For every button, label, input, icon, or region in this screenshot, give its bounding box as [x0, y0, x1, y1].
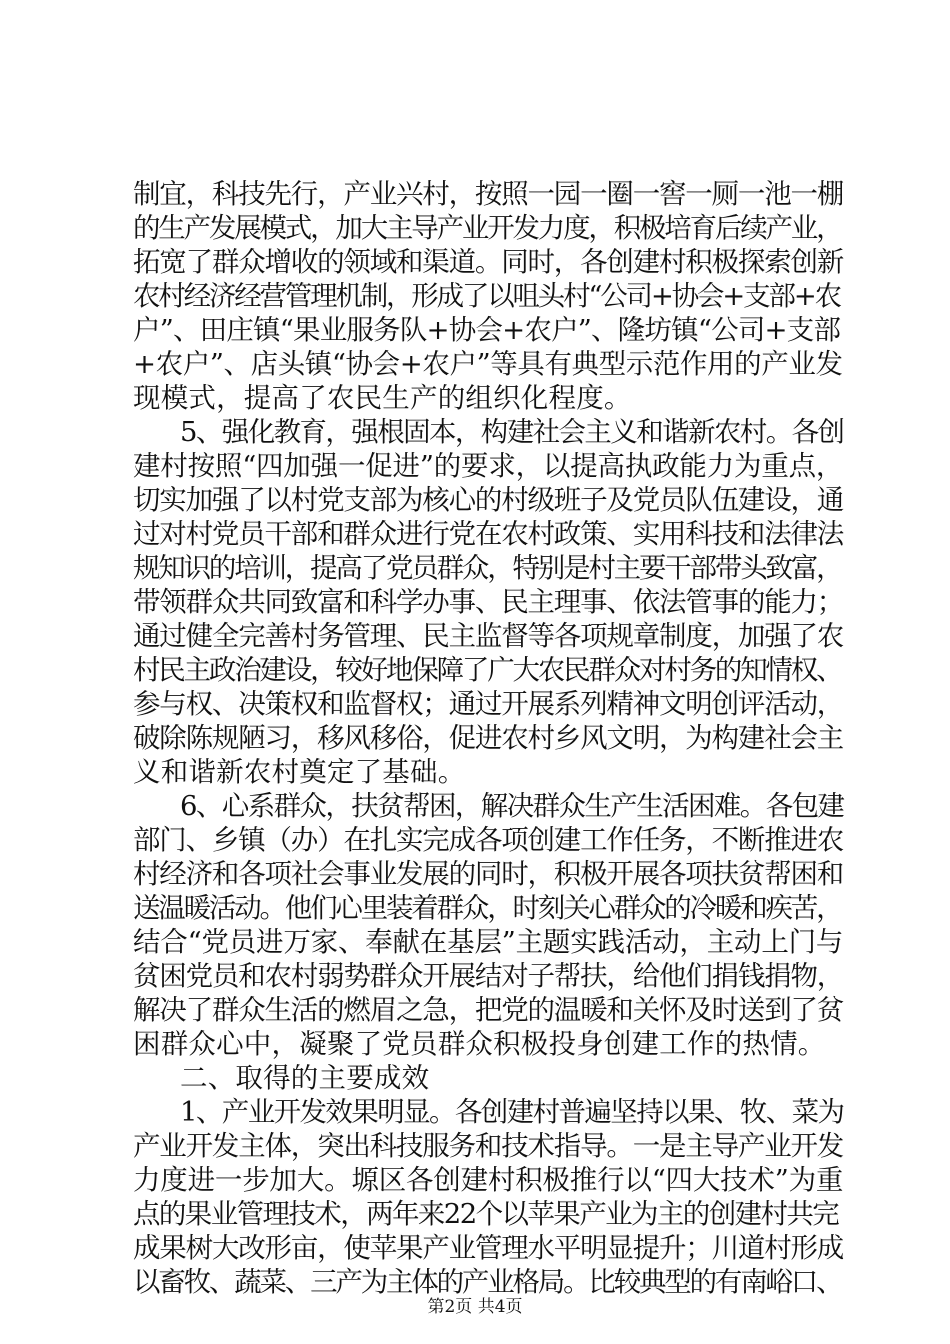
- body-text-line: 成果树大改形亩，使苹果产业管理水平明显提升；川道村形成: [133, 1232, 844, 1264]
- body-text-line: 村经济和各项社会事业发展的同时，积极开展各项扶贫帮困和: [133, 858, 844, 890]
- body-text-line: 送温暖活动。他们心里装着群众，时刻关心群众的冷暖和疾苦，: [133, 892, 842, 924]
- paragraph-start-line: 5、强化教育，强根固本，构建社会主义和谐新农村。各创: [180, 416, 844, 448]
- body-text-line: 拓宽了群众增收的领域和渠道。同时，各创建村积极探索创新: [133, 246, 844, 278]
- body-text-line: 制宜，科技先行，产业兴村，按照一园一圈一窖一厕一池一棚: [133, 178, 844, 210]
- body-text-line: 解决了群众生活的燃眉之急，把党的温暖和关怀及时送到了贫: [133, 994, 844, 1026]
- body-text-line: 的生产发展模式，加大主导产业开发力度，积极培育后续产业，: [133, 212, 842, 244]
- body-text-line: 义和谐新农村奠定了基础。: [133, 756, 466, 788]
- body-text-line: 参与权、决策权和监督权；通过开展系列精神文明创评活动，: [133, 688, 844, 720]
- body-text-line: +农户”、店头镇“协会+农户”等具有典型示范作用的产业发: [133, 348, 843, 380]
- body-text-line: 农村经济经营管理机制，形成了以咀头村“公司+协会+支部+农: [133, 280, 840, 312]
- body-text-line: 户”、田庄镇“果业服务队+协会+农户”、隆坊镇“公司+支部: [133, 314, 841, 346]
- body-text-line: 部门、乡镇（办）在扎实完成各项创建工作任务，不断推进农: [133, 824, 844, 856]
- paragraph-start-line: 6、心系群众，扶贫帮困，解决群众生产生活困难。各包建: [180, 790, 844, 822]
- body-text-line: 破除陈规陋习，移风移俗，促进农村乡风文明，为构建社会主: [133, 722, 844, 754]
- body-text-line: 结合“党员进万家、奉献在基层”主题实践活动，主动上门与: [133, 926, 844, 958]
- body-text-line: 通过健全完善村务管理、民主监督等各项规章制度，加强了农: [133, 620, 844, 652]
- body-text-line: 过对村党员干部和群众进行党在农村政策、实用科技和法律法: [133, 518, 844, 550]
- body-text-line: 规知识的培训，提高了党员群众，特别是村主要干部带头致富，: [133, 552, 842, 584]
- paragraph-start-line: 1、产业开发效果明显。各创建村普遍坚持以果、牧、菜为: [180, 1096, 844, 1128]
- body-text-line: 困群众心中，凝聚了党员群众积极投身创建工作的热情。: [133, 1028, 826, 1060]
- body-text-line: 现模式，提高了农民生产的组织化程度。: [133, 382, 632, 414]
- body-text-line: 以畜牧、蔬菜、三产为主体的产业格局。比较典型的有南峪口、: [133, 1266, 842, 1298]
- body-text-line: 村民主政治建设，较好地保障了广大农民群众对村务的知情权、: [133, 654, 842, 686]
- section-heading: 二、取得的主要成效: [180, 1062, 430, 1094]
- body-text-line: 贫困党员和农村弱势群众开展结对子帮扶，给他们捐钱捐物，: [133, 960, 844, 992]
- body-text-line: 带领群众共同致富和科学办事、民主理事、依法管事的能力；: [133, 586, 844, 618]
- body-text-line: 力度进一步加大。塬区各创建村积极推行以“四大技术”为重: [133, 1164, 844, 1196]
- body-text-line: 建村按照“四加强一促进”的要求，以提高执政能力为重点，: [133, 450, 844, 482]
- body-text-line: 切实加强了以村党支部为核心的村级班子及党员队伍建设，通: [133, 484, 844, 516]
- body-text-line: 点的果业管理技术，两年来22个以苹果产业为主的创建村共完: [133, 1198, 839, 1230]
- page-number-footer: 第2页 共4页: [427, 1297, 523, 1317]
- body-text-line: 产业开发主体，突出科技服务和技术指导。一是主导产业开发: [133, 1130, 844, 1162]
